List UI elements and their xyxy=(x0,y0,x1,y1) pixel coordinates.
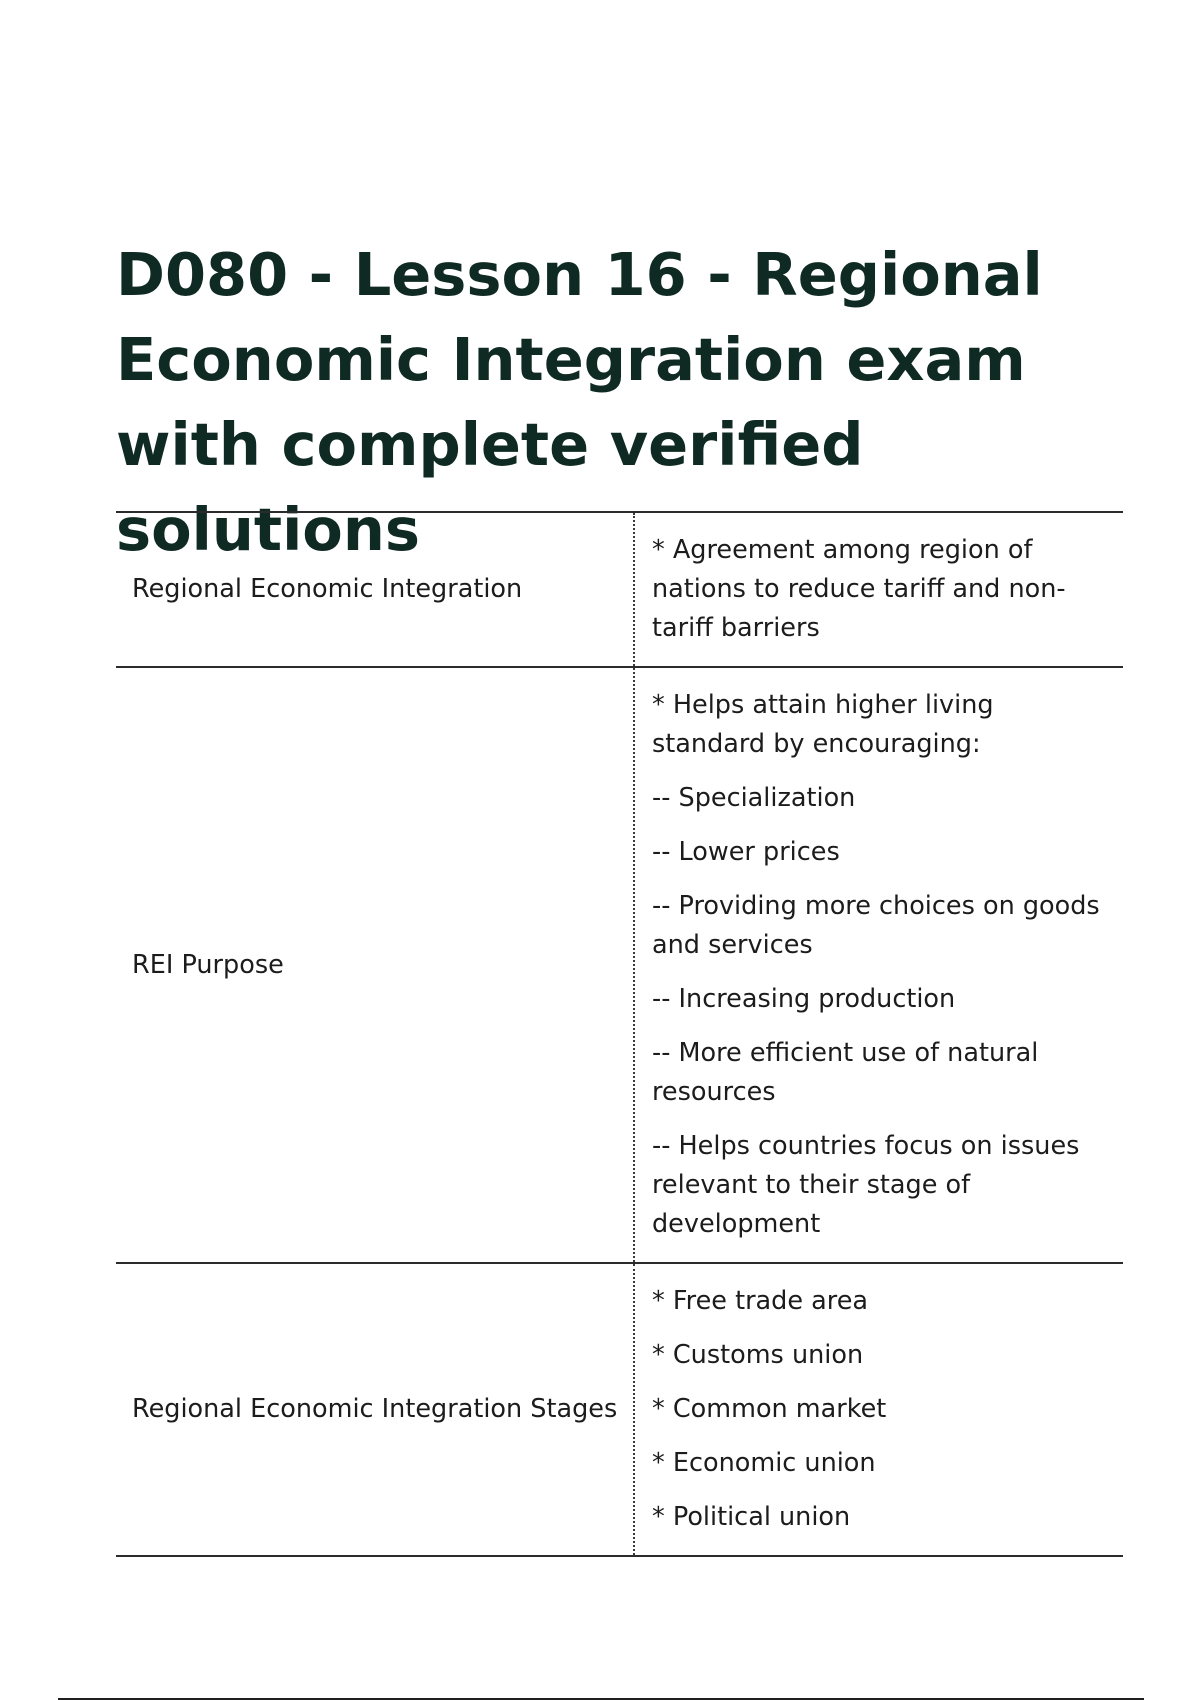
table-row xyxy=(116,1263,1123,1556)
definition-cell xyxy=(634,1263,1123,1556)
definition-line: * Helps attain higher living standard by encouraging: xyxy=(652,690,994,759)
definition-line: * Agreement among region of nations to reduce tariff and non-tariff barriers xyxy=(652,535,1066,643)
definition-cell xyxy=(634,667,1123,1263)
definition-line: -- Increasing production xyxy=(652,984,956,1014)
qa-table xyxy=(116,511,1123,1557)
term-cell: REI Purpose xyxy=(116,667,634,1263)
table-row xyxy=(116,512,1123,667)
definition-line: * Common market xyxy=(652,1394,887,1424)
definition-line: -- Helps countries focus on issues relevant to their stage of development xyxy=(652,1131,1080,1239)
definition-line: * Customs union xyxy=(652,1340,864,1370)
definition-line: * Economic union xyxy=(652,1448,876,1478)
term-cell: Regional Economic Integration xyxy=(116,512,634,667)
document-title: D080 - Lesson 16 - Regional Economic Integration exam with complete verified solutions xyxy=(116,240,1043,564)
definition-line: * Free trade area xyxy=(652,1286,869,1316)
definition-cell xyxy=(634,512,1123,667)
definition-line: -- Specialization xyxy=(652,783,856,813)
definition-line: -- More efficient use of natural resources xyxy=(652,1038,1039,1107)
definition-line: * Political union xyxy=(652,1502,851,1532)
term-cell: Regional Economic Integration Stages xyxy=(116,1263,634,1556)
table-row xyxy=(116,667,1123,1263)
definition-line: -- Lower prices xyxy=(652,837,840,867)
definition-line: -- Providing more choices on goods and services xyxy=(652,891,1100,960)
